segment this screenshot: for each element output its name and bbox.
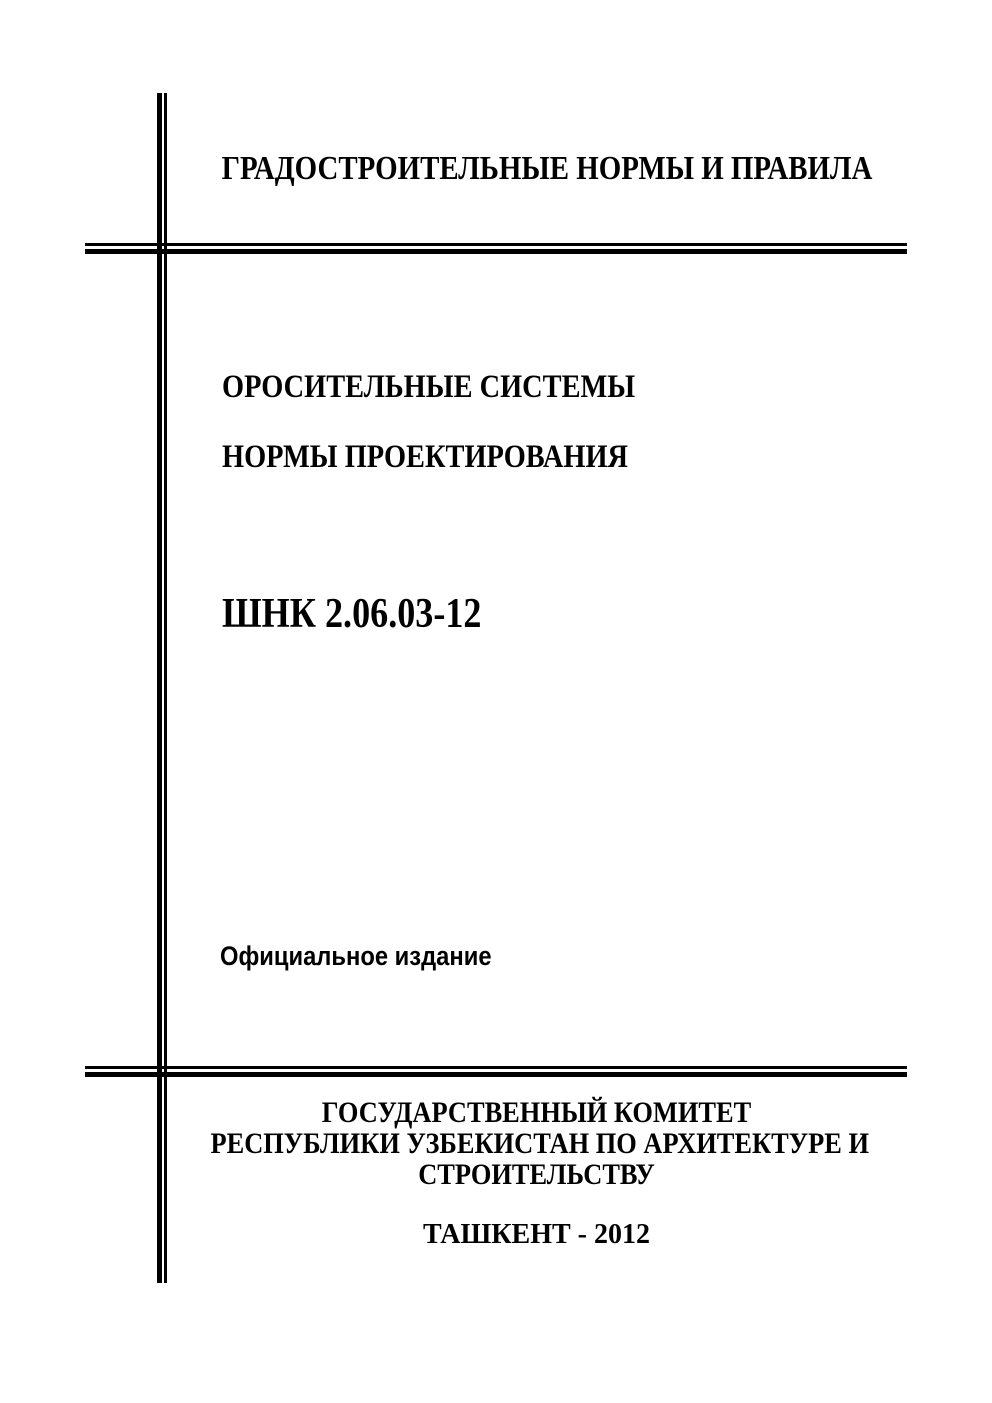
left-margin-double-rule xyxy=(157,93,167,1283)
document-code: ШНК 2.06.03-12 xyxy=(222,591,482,637)
publisher-line3: СТРОИТЕЛЬСТВУ xyxy=(418,1158,655,1191)
footer-double-rule xyxy=(85,1066,907,1077)
publisher-line2: РЕСПУБЛИКИ УЗБЕКИСТАН ПО АРХИТЕКТУРЕ И xyxy=(210,1127,869,1160)
publisher-line1: ГОСУДАРСТВЕННЫЙ КОМИТЕТ xyxy=(321,1096,752,1129)
edition-label: Официальное издание xyxy=(220,941,492,971)
publisher-block xyxy=(210,1096,869,1191)
header-double-rule xyxy=(85,243,907,254)
imprint-city-year: ТАШКЕНТ - 2012 xyxy=(422,1219,650,1250)
document-title-line1: ОРОСИТЕЛЬНЫЕ СИСТЕМЫ xyxy=(222,369,636,405)
document-title-line2: НОРМЫ ПРОЕКТИРОВАНИЯ xyxy=(222,439,629,475)
category-header: ГРАДОСТРОИТЕЛЬНЫЕ НОРМЫ И ПРАВИЛА xyxy=(221,150,873,187)
